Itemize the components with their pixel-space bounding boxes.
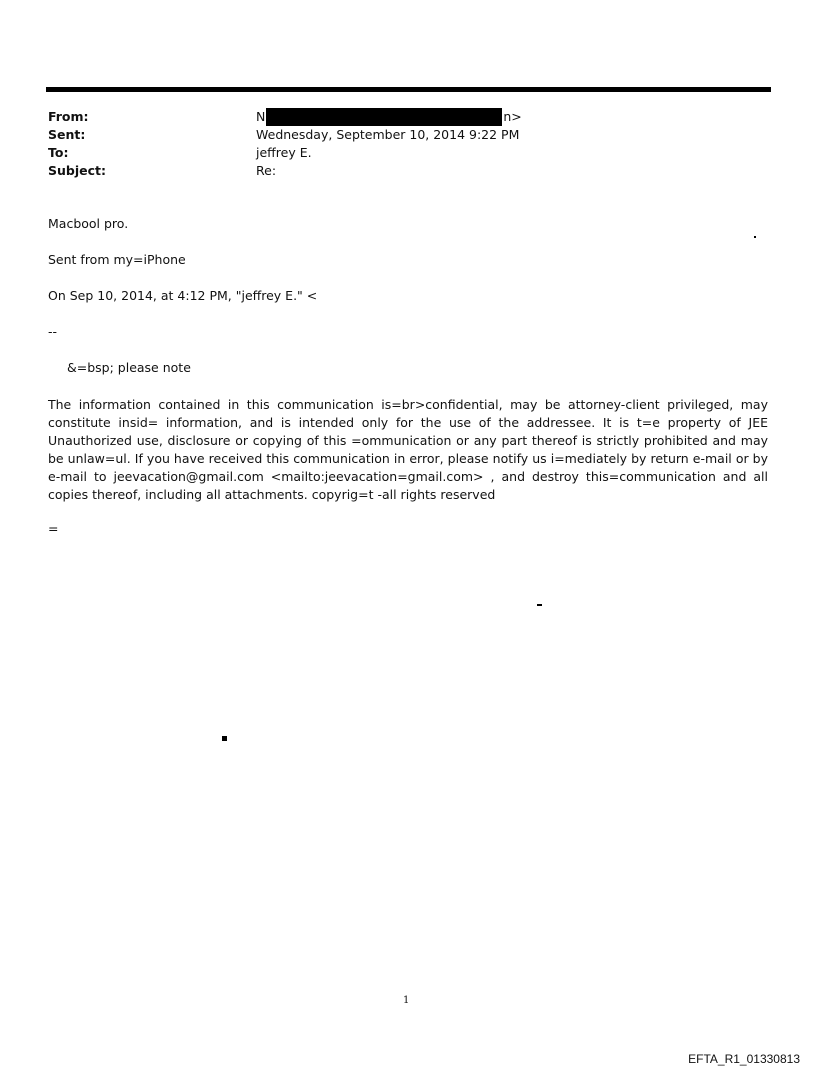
to-row [48, 144, 748, 162]
body-line-3: On Sep 10, 2014, at 4:12 PM, "jeffrey E." < [48, 288, 318, 303]
scan-speck [222, 736, 227, 741]
from-suffix: n> [503, 109, 522, 124]
redaction-box [266, 108, 502, 126]
body-line-2: Sent from my=iPhone [48, 252, 186, 267]
subject-label: Subject: [48, 163, 106, 178]
body-line-1: Macbool pro. [48, 216, 129, 231]
scan-speck [537, 604, 542, 606]
from-label: From: [48, 109, 89, 124]
from-value [256, 108, 522, 126]
body-line-4: -- [48, 324, 58, 339]
to-label: To: [48, 145, 69, 160]
sent-value: Wednesday, September 10, 2014 9:22 PM [256, 127, 520, 142]
sent-row [48, 126, 748, 144]
body-line-5: &=bsp; please note [67, 360, 191, 375]
from-prefix: N [256, 109, 266, 124]
header-rule [46, 87, 771, 92]
body-line-end: = [48, 521, 59, 536]
from-row [48, 108, 748, 126]
to-value: jeffrey E. [256, 145, 312, 160]
confidentiality-notice: The information contained in this communication is=br>confidential, may be attorney-client privileged, may constitute insid= information, and is intended only for the use of the addressee. It is t=e property of JEE Unauthorized use, disclosure or copying of this =ommunication or any part thereof is strictly prohibited and may be unlaw=ul. If you have received this communication in error, please notify us i=mediately by return e-mail or by e-mail to jeevacation@gmail.com <mailto:jeevacation=gmail.com> , and destroy this=communication and all copies thereof, including all attachments. copyrig=t -all rights reserved [48, 397, 768, 502]
subject-value: Re: [256, 163, 277, 178]
email-header [48, 108, 748, 180]
page-number: 1 [403, 995, 410, 1006]
subject-row [48, 162, 748, 180]
document-id: EFTA_R1_01330813 [688, 1052, 800, 1066]
sent-label: Sent: [48, 127, 86, 142]
scan-speck [754, 236, 756, 238]
